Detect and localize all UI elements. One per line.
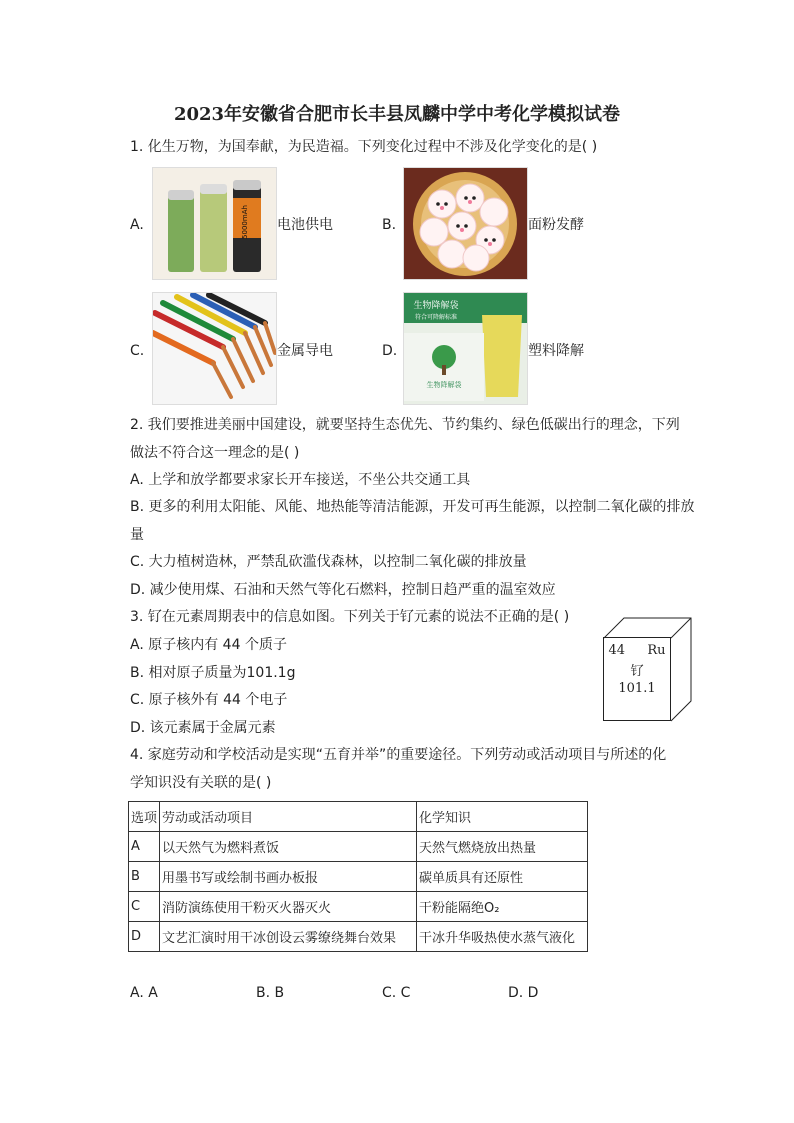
q4-choice-b: B. B — [256, 985, 285, 1001]
q1-option-a-letter: A. — [130, 217, 144, 233]
q1-option-b-text: 面粉发酵 — [528, 217, 584, 233]
bag-print: 生物降解袋 — [426, 381, 462, 389]
table-row — [129, 862, 588, 892]
table-row — [129, 922, 588, 952]
table-row — [129, 892, 588, 922]
copper-wires-photo — [152, 292, 277, 405]
q1-option-d-letter: D. — [382, 343, 398, 359]
battery-label: 5000mAh — [241, 205, 249, 239]
table-cell: 干粉能隔绝O₂ — [417, 892, 588, 922]
element-symbol: Ru — [647, 643, 666, 658]
q4-choice-c: C. C — [382, 985, 411, 1001]
table-cell: 消防演练使用干粉灭火器灭火 — [160, 892, 417, 922]
q4-stem-line1: 4. 家庭劳动和学校活动是实现“五育并举”的重要途径。下列劳动或活动项目与所述的化 — [130, 747, 667, 763]
element-atomic-number: 44 — [608, 643, 626, 658]
table-cell: A — [129, 832, 160, 862]
q3-option-d: D. 该元素属于金属元素 — [130, 720, 276, 736]
table-cell: B — [129, 862, 160, 892]
q3-option-a: A. 原子核内有 44 个质子 — [130, 637, 287, 653]
table-cell: D — [129, 922, 160, 952]
bag-sub: 符合可降解标准 — [414, 314, 458, 321]
table-cell: 干冰升华吸热使水蒸气液化 — [417, 922, 588, 952]
batteries-photo — [152, 167, 277, 280]
q1-option-c-text: 金属导电 — [277, 343, 333, 359]
steamed-buns-photo — [403, 167, 528, 280]
q1-option-a-text: 电池供电 — [277, 217, 333, 233]
table-header-cell: 劳动或活动项目 — [160, 802, 417, 832]
q2-option-c: C. 大力植树造林，严禁乱砍滥伐森林，以控制二氧化碳的排放量 — [130, 554, 527, 570]
q4-stem-line2: 学知识没有关联的是( ) — [130, 775, 272, 791]
q1-stem: 1. 化生万物，为国奉献，为民造福。下列变化过程中不涉及化学变化的是( ) — [130, 139, 598, 155]
table-cell: 天然气燃烧放出热量 — [417, 832, 588, 862]
table-cell: C — [129, 892, 160, 922]
q2-stem-line2: 做法不符合这一理念的是( ) — [130, 445, 300, 461]
table-cell: 文艺汇演时用干冰创设云雾缭绕舞台效果 — [160, 922, 417, 952]
table-header-row — [129, 802, 588, 832]
q1-option-d-text: 塑料降解 — [528, 343, 584, 359]
table-cell: 碳单质具有还原性 — [417, 862, 588, 892]
q2-option-d: D. 减少使用煤、石油和天然气等化石燃料，控制日趋严重的温室效应 — [130, 582, 556, 598]
q1-option-b-letter: B. — [382, 217, 397, 233]
bag-title: 生物降解袋 — [413, 301, 459, 311]
table-cell: 以天然气为燃料煮饭 — [160, 832, 417, 862]
page-title: 2023年安徽省合肥市长丰县凤麟中学中考化学模拟试卷 — [173, 104, 621, 125]
q4-choice-d: D. D — [508, 985, 539, 1001]
element-card-front — [603, 637, 671, 721]
q2-option-b-line2: 量 — [130, 527, 144, 543]
q1-option-c-letter: C. — [130, 343, 145, 359]
table-header-cell: 化学知识 — [417, 802, 588, 832]
q3-option-b: B. 相对原子质量为101.1g — [130, 665, 296, 681]
element-name: 钌 — [630, 664, 644, 679]
q2-option-b-line1: B. 更多的利用太阳能、风能、地热能等清洁能源，开发可再生能源，以控制二氧化碳的排放 — [130, 499, 695, 515]
biodegradable-bags-photo — [403, 292, 528, 405]
element-mass: 101.1 — [618, 681, 656, 696]
table-cell: 用墨书写或绘制书画办板报 — [160, 862, 417, 892]
q3-option-c: C. 原子核外有 44 个电子 — [130, 692, 288, 708]
knowledge-table — [128, 801, 588, 952]
table-header-cell: 选项 — [129, 802, 160, 832]
table-row — [129, 832, 588, 862]
q3-stem: 3. 钌在元素周期表中的信息如图。下列关于钌元素的说法不正确的是( ) — [130, 609, 570, 625]
q2-option-a: A. 上学和放学都要求家长开车接送，不坐公共交通工具 — [130, 472, 471, 488]
q4-choice-a: A. A — [130, 985, 158, 1001]
q2-stem-line1: 2. 我们要推进美丽中国建设，就要坚持生态优先、节约集约、绿色低碳出行的理念，下列 — [130, 417, 680, 433]
